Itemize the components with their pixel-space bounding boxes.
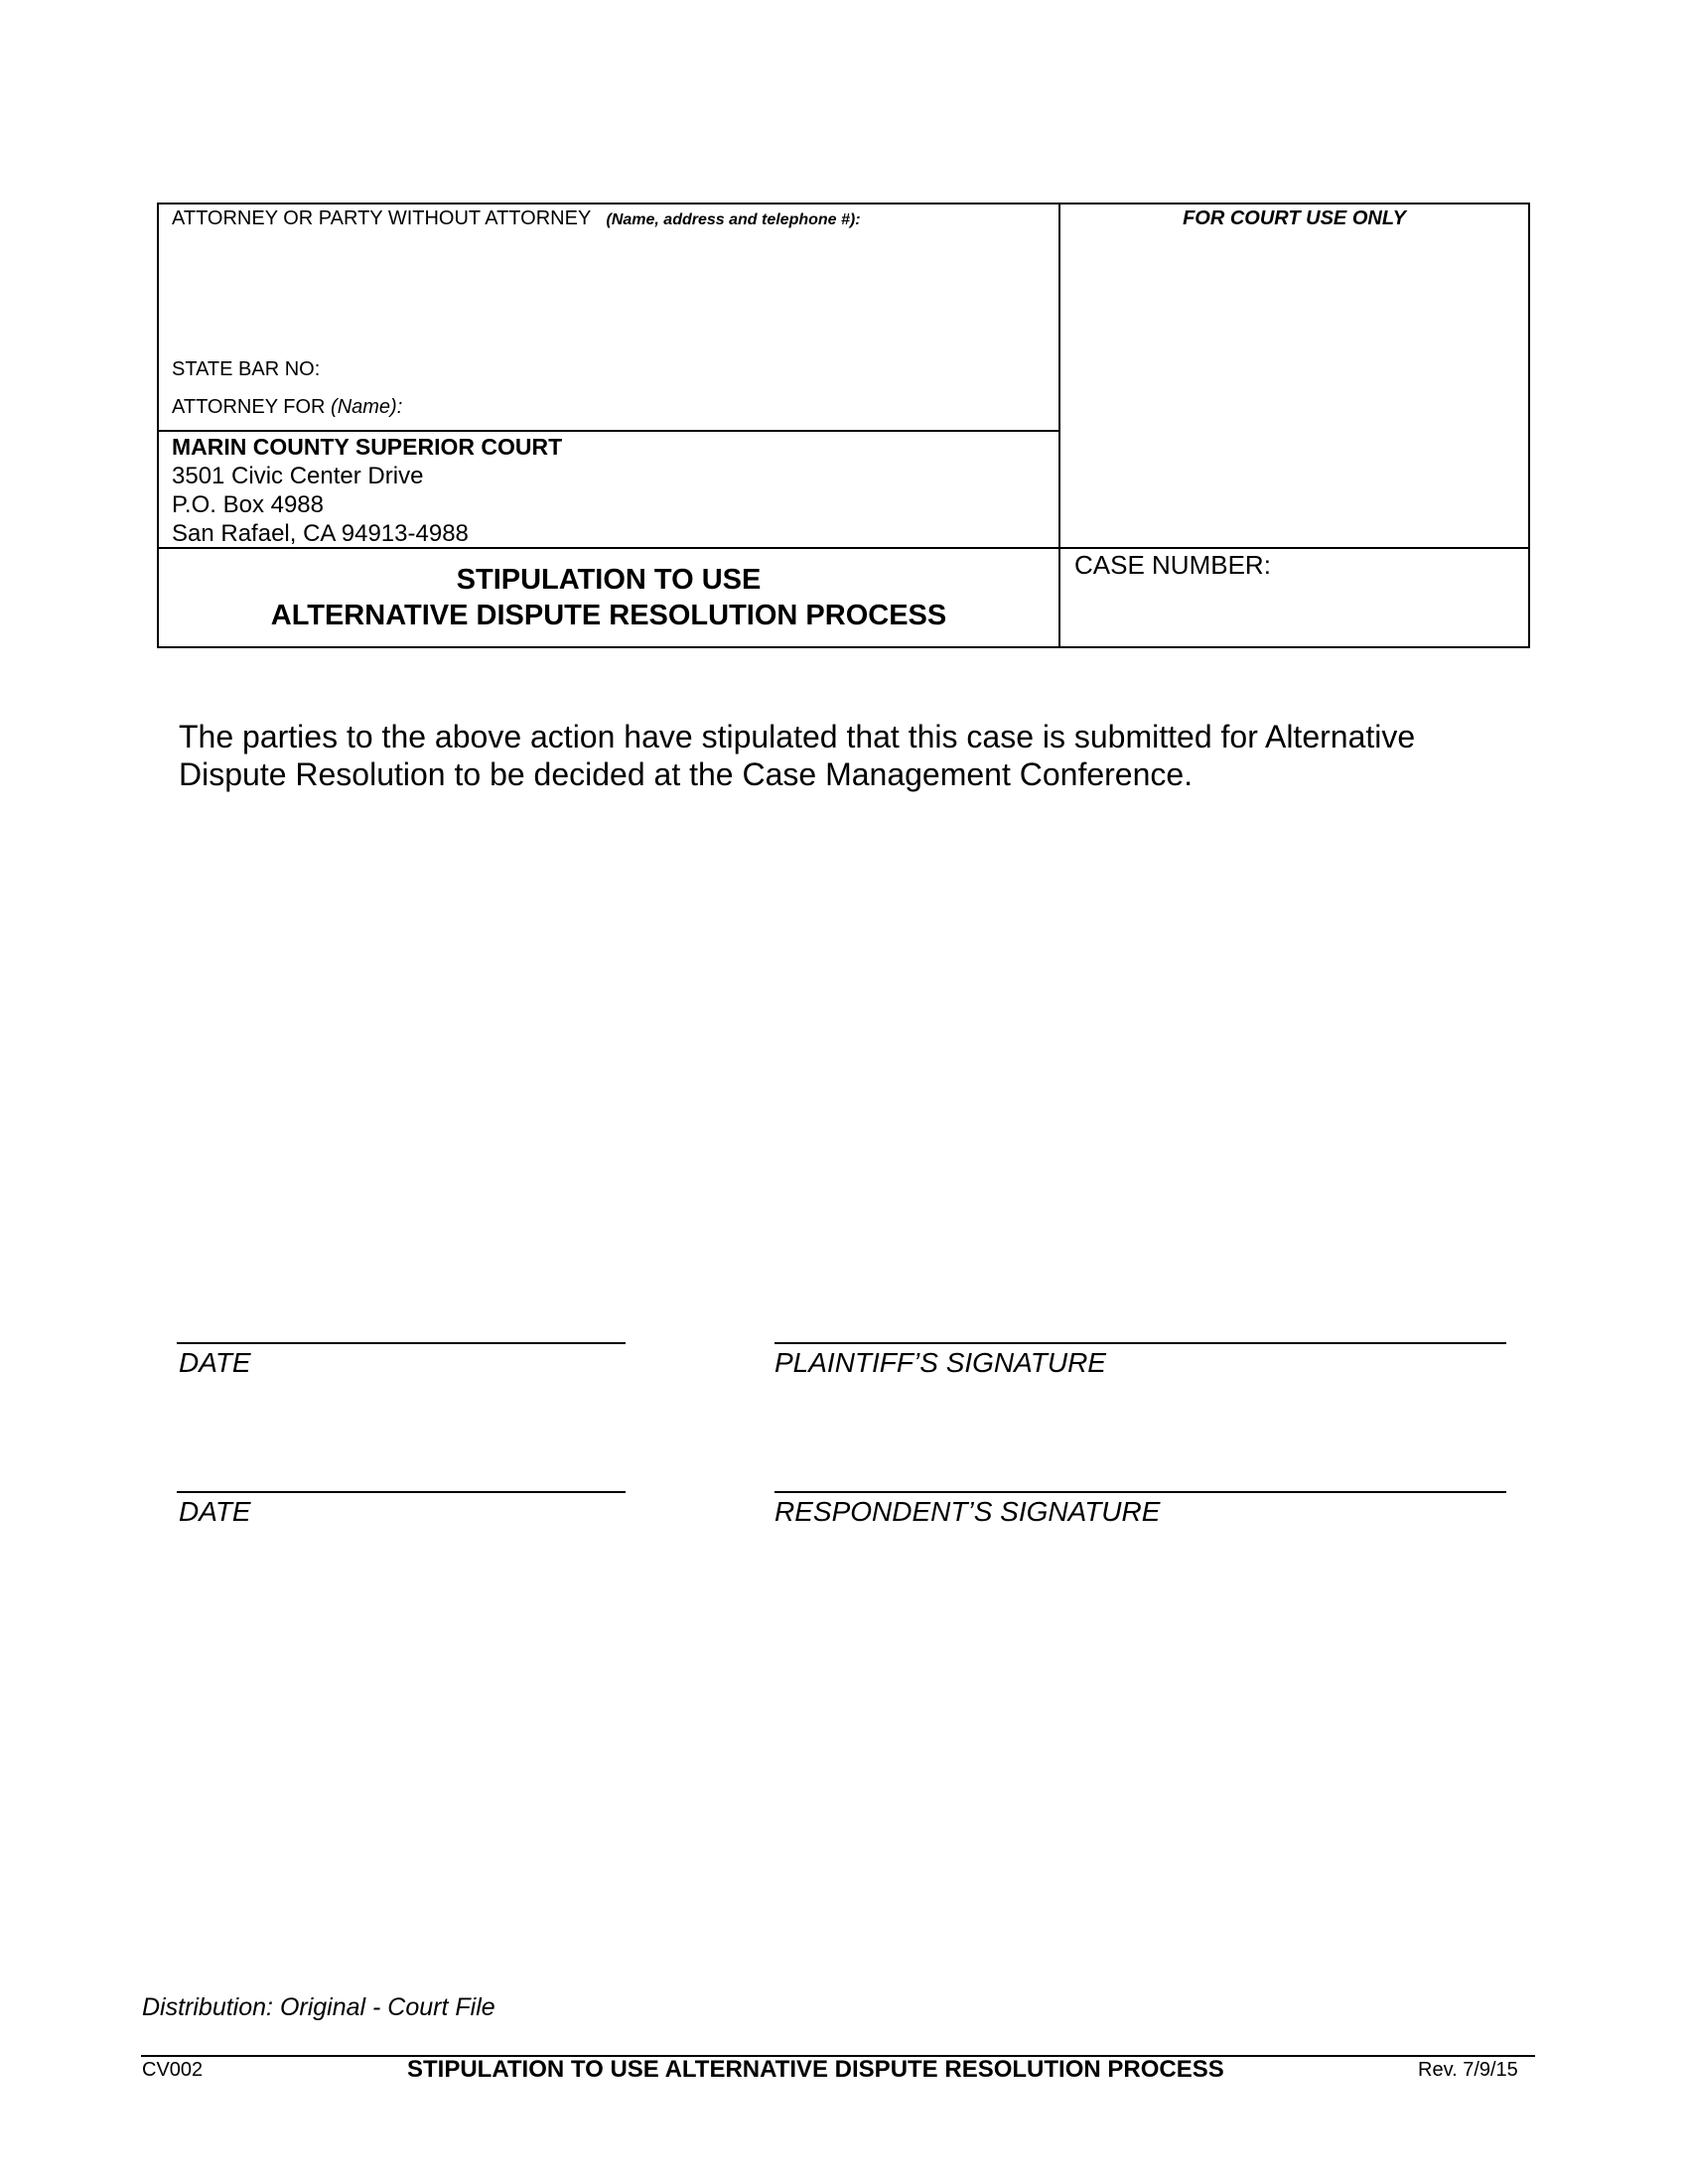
state-bar-label: STATE BAR NO:	[172, 358, 321, 380]
form-title-line-2: ALTERNATIVE DISPUTE RESOLUTION PROCESS	[270, 600, 947, 631]
attorney-for-label: ATTORNEY FOR	[172, 396, 326, 418]
case-number-field[interactable]	[1074, 588, 1511, 635]
stipulation-statement: The parties to the above action have stipulated that this case is submitted for Alternative Dispute Resolution to be decided at the Case Management Conference.	[179, 719, 1416, 792]
form-title	[159, 562, 1058, 633]
attorney-for-row	[172, 395, 402, 419]
date-line-2[interactable]	[177, 1491, 626, 1493]
state-bar-field[interactable]	[348, 353, 1043, 383]
attorney-sublabel: (Name, address and telephone #):	[606, 211, 861, 228]
court-city: San Rafael, CA 94913-4988	[172, 520, 469, 547]
court-name: MARIN COUNTY SUPERIOR COURT	[172, 434, 563, 460]
caption-divider-vertical	[1058, 203, 1060, 648]
revision-date: Rev. 7/9/15	[1418, 2059, 1518, 2081]
court-use-label: FOR COURT USE ONLY	[1183, 207, 1406, 229]
attorney-name-field[interactable]	[171, 238, 1045, 357]
court-street: 3501 Civic Center Drive	[172, 463, 424, 489]
distribution-note: Distribution: Original - Court File	[142, 1993, 495, 2021]
attorney-for-field[interactable]	[427, 391, 1043, 421]
form-code: CV002	[142, 2059, 204, 2081]
plaintiff-signature-line[interactable]	[774, 1342, 1506, 1344]
date-label-2: DATE	[179, 1496, 251, 1527]
attorney-label: ATTORNEY OR PARTY WITHOUT ATTORNEY	[172, 207, 591, 229]
attorney-for-sublabel: (Name):	[331, 396, 403, 418]
case-number-label: CASE NUMBER:	[1074, 550, 1271, 580]
date-label-1: DATE	[179, 1347, 251, 1378]
court-po-box: P.O. Box 4988	[172, 491, 324, 518]
attorney-label-row	[172, 206, 861, 232]
date-line-1[interactable]	[177, 1342, 626, 1344]
respondent-signature-label: RESPONDENT’S SIGNATURE	[774, 1496, 1161, 1527]
form-title-line-1: STIPULATION TO USE	[456, 564, 762, 596]
respondent-signature-line[interactable]	[774, 1491, 1506, 1493]
footer-form-title: STIPULATION TO USE ALTERNATIVE DISPUTE RESOLUTION PROCESS	[407, 2056, 1224, 2083]
plaintiff-signature-label: PLAINTIFF’S SIGNATURE	[774, 1347, 1106, 1378]
court-address-block	[172, 433, 562, 548]
caption-divider-court	[157, 430, 1060, 432]
